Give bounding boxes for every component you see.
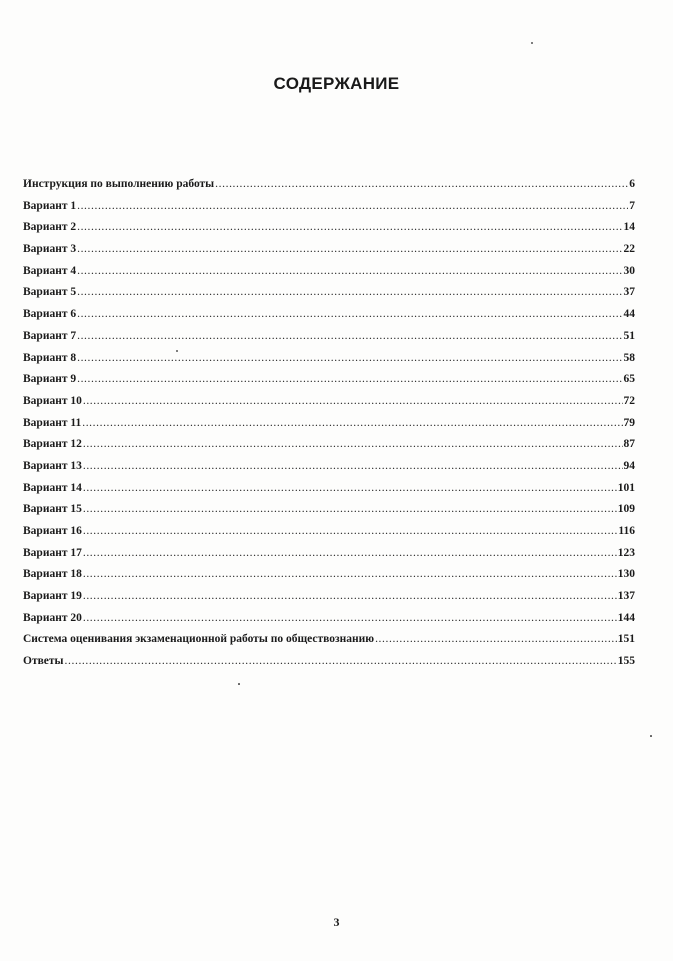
toc-entry-page: 58: [623, 351, 635, 364]
toc-entry: [23, 525, 635, 547]
toc-entry-label: Система оценивания экзаменационной работы по обществознанию: [23, 633, 375, 646]
toc-entry: [23, 417, 635, 439]
toc-entry: [23, 655, 635, 677]
toc-entry-page: 72: [623, 394, 635, 407]
toc-entry-label: Вариант 7: [23, 329, 77, 342]
toc-entry-label: Вариант 18: [23, 568, 82, 581]
toc-entry: [23, 438, 635, 460]
toc-entry-page: 130: [617, 568, 635, 581]
toc-entry: [23, 395, 635, 417]
toc-entry: [23, 590, 635, 612]
toc-dot-leader: [215, 178, 628, 190]
toc-entry-page: 137: [617, 590, 635, 603]
page-title: СОДЕРЖАНИЕ: [273, 74, 400, 93]
scan-speck: [531, 42, 533, 44]
toc-entry-label: Вариант 1: [23, 199, 77, 212]
toc-entry-label: Вариант 5: [23, 286, 77, 299]
toc-dot-leader: [83, 482, 617, 494]
toc-entry: [23, 178, 635, 200]
toc-dot-leader: [83, 503, 617, 515]
toc-entry-label: Вариант 2: [23, 221, 77, 234]
toc-entry-label: Вариант 4: [23, 264, 77, 277]
toc-entry-label: Вариант 10: [23, 394, 82, 407]
toc-entry-page: 151: [617, 633, 635, 646]
toc-dot-leader: [77, 200, 628, 212]
toc-entry-page: 123: [617, 546, 635, 559]
toc-entry-label: Вариант 20: [23, 611, 82, 624]
toc-dot-leader: [77, 352, 622, 364]
toc-dot-leader: [82, 417, 622, 429]
toc-entry-page: 44: [623, 308, 635, 321]
toc-dot-leader: [83, 590, 617, 602]
scan-speck: [238, 683, 240, 685]
toc-entry: [23, 330, 635, 352]
toc-entry-page: 14: [623, 221, 635, 234]
toc-entry: [23, 200, 635, 222]
toc-dot-leader: [77, 330, 622, 342]
toc-dot-leader: [77, 373, 622, 385]
toc-entry-page: 87: [623, 438, 635, 451]
toc-entry: [23, 221, 635, 243]
toc-entry: [23, 308, 635, 330]
toc-entry-page: 101: [617, 481, 635, 494]
toc-entry: [23, 286, 635, 308]
toc-entry-page: 109: [617, 503, 635, 516]
toc-entry-page: 65: [623, 373, 635, 386]
toc-entry: [23, 612, 635, 634]
table-of-contents: [23, 178, 635, 677]
toc-entry-label: Вариант 15: [23, 503, 82, 516]
toc-entry-page: 22: [623, 243, 635, 256]
toc-entry-page: 116: [618, 525, 635, 537]
toc-entry-label: Ответы: [23, 655, 64, 668]
toc-entry-label: Инструкция по выполнению работы: [23, 178, 215, 190]
toc-entry-label: Вариант 14: [23, 481, 82, 494]
toc-dot-leader: [83, 568, 617, 580]
toc-entry-page: 79: [623, 416, 635, 429]
toc-entry-label: Вариант 19: [23, 590, 82, 603]
toc-entry: [23, 373, 635, 395]
toc-dot-leader: [65, 655, 617, 667]
toc-dot-leader: [375, 633, 617, 645]
toc-entry: [23, 633, 635, 655]
toc-entry: [23, 568, 635, 590]
toc-entry: [23, 352, 635, 374]
toc-entry-page: 144: [617, 611, 635, 624]
toc-entry: [23, 503, 635, 525]
toc-dot-leader: [83, 438, 623, 450]
toc-entry-label: Вариант 3: [23, 243, 77, 256]
toc-dot-leader: [77, 308, 622, 320]
toc-entry-page: 30: [623, 264, 635, 277]
toc-entry: [23, 482, 635, 504]
toc-dot-leader: [83, 547, 617, 559]
scan-speck: [650, 735, 652, 737]
toc-entry-label: Вариант 6: [23, 308, 77, 321]
toc-dot-leader: [77, 286, 622, 298]
toc-dot-leader: [83, 395, 623, 407]
toc-dot-leader: [83, 525, 618, 537]
toc-dot-leader: [77, 221, 622, 233]
toc-entry-label: Вариант 12: [23, 438, 82, 451]
scan-speck: [176, 350, 178, 352]
toc-entry-page: 7: [629, 199, 635, 212]
toc-dot-leader: [83, 460, 623, 472]
toc-entry-page: 51: [623, 329, 635, 342]
toc-dot-leader: [83, 612, 617, 624]
toc-dot-leader: [77, 243, 622, 255]
toc-entry-page: 6: [629, 178, 635, 190]
toc-entry-label: Вариант 13: [23, 459, 82, 472]
toc-entry-page: 37: [623, 286, 635, 299]
toc-entry-label: Вариант 11: [23, 416, 82, 429]
toc-entry: [23, 547, 635, 569]
toc-entry: [23, 460, 635, 482]
toc-entry: [23, 243, 635, 265]
toc-entry-page: 94: [623, 459, 635, 472]
page-number: 3: [333, 915, 340, 929]
toc-dot-leader: [77, 265, 622, 277]
toc-entry-label: Вариант 16: [23, 525, 82, 537]
toc-entry: [23, 265, 635, 287]
toc-entry-label: Вариант 9: [23, 373, 77, 386]
toc-entry-label: Вариант 17: [23, 546, 82, 559]
toc-entry-page: 155: [617, 655, 635, 668]
toc-entry-label: Вариант 8: [23, 351, 77, 364]
